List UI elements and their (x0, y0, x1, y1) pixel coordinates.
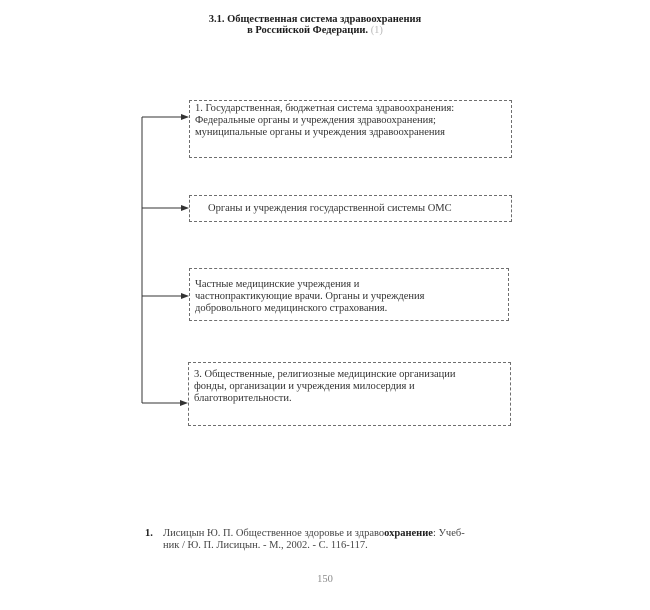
section-title-line-1: 3.1. Общественная система здравоохранения (208, 14, 422, 25)
footnote-line-1-start: Лисицын Ю. П. Общественное здоровье и здраво (163, 528, 385, 539)
footnote-line-1-bold: охранение (384, 528, 433, 539)
footnote-line-1 (163, 528, 505, 540)
page-number: 150 (317, 574, 333, 585)
box-text-line: 3. Общественные, религиозные медицинские организации (194, 369, 456, 380)
footnote-marker: (1) (370, 25, 383, 36)
footnote-line-1-end: : Учеб- (432, 528, 465, 539)
section-title-line-2: в Российской Федерации. (247, 25, 369, 36)
box-text-line: частнопрактикующие врачи. Органы и учреждения (195, 291, 425, 302)
box-text-line: фонды, организации и учреждения милосердия и (194, 381, 415, 392)
box-text-line: Органы и учреждения государственной системы ОМС (208, 203, 452, 214)
footnote-line-2: ник / Ю. П. Лисицын. - М., 2002. - С. 116-117. (163, 540, 368, 551)
box-text-line: Частные медицинские учреждения и (195, 279, 360, 290)
box-text-line: муниципальные органы и учреждения здравоохранения (195, 127, 445, 138)
box-text-line: благотворительности. (194, 393, 292, 404)
diagram-box-state-system (189, 100, 512, 158)
diagram-box-public-organizations (188, 362, 511, 426)
box-text-line: Федеральные органы и учреждения здравоохранения; (195, 115, 436, 126)
footnote (145, 528, 505, 552)
box-text-line: 1. Государственная, бюджетная система здравоохранения: (195, 103, 455, 114)
box-text-line: добровольного медицинского страхования. (195, 303, 388, 314)
diagram-box-oms-system (189, 195, 512, 222)
footnote-number: 1. (145, 528, 153, 539)
diagram-box-private-system (189, 268, 509, 321)
